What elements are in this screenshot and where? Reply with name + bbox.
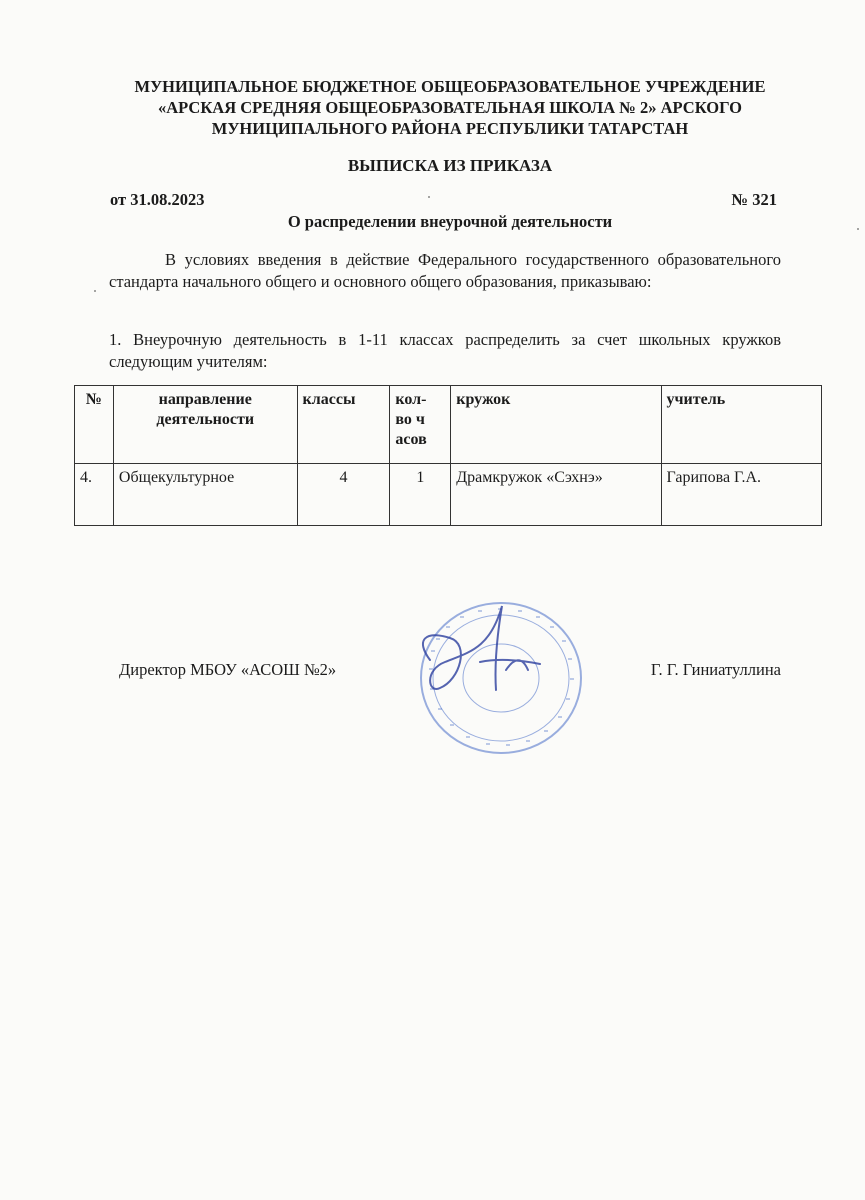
document-title: ВЫПИСКА ИЗ ПРИКАЗА: [347, 156, 553, 175]
signatory-position: Директор МБОУ «АСОШ №2»: [119, 660, 337, 679]
order-date: от 31.08.2023: [110, 190, 205, 209]
org-line-1: МУНИЦИПАЛЬНОЕ БЮДЖЕТНОЕ ОБЩЕОБРАЗОВАТЕЛЬНОЕ УЧРЕЖДЕНИЕ: [134, 77, 766, 96]
table-row: [75, 464, 822, 526]
header-teacher: учитель: [661, 386, 821, 464]
header-club: кружок: [451, 386, 661, 464]
org-line-2: «АРСКАЯ СРЕДНЯЯ ОБЩЕОБРАЗОВАТЕЛЬНАЯ ШКОЛА № 2» АРСКОГО: [157, 98, 743, 117]
order-number: № 321: [731, 190, 777, 209]
scan-speck: [94, 290, 96, 292]
cell-direction: Общекультурное: [113, 464, 297, 526]
activities-table: [74, 385, 822, 526]
scan-speck: [428, 196, 430, 198]
order-subject: О распределении внеурочной деятельности: [287, 212, 613, 231]
director-signature-icon: [410, 600, 560, 710]
header-classes: классы: [297, 386, 390, 464]
body-paragraph-1: В условиях введения в действие Федерального государственного образовательного стандарта начального общего и основного общего образования, приказываю:: [109, 250, 781, 291]
org-line-3: МУНИЦИПАЛЬНОГО РАЙОНА РЕСПУБЛИКИ ТАТАРСТАН: [211, 119, 689, 138]
header-hours-text: кол-во часов: [395, 391, 427, 448]
cell-teacher: Гарипова Г.А.: [661, 464, 821, 526]
scan-speck: [857, 228, 859, 230]
header-direction: направление деятельности: [113, 386, 297, 464]
cell-classes: 4: [297, 464, 390, 526]
body-paragraph-2: 1. Внеурочную деятельность в 1-11 классах распределить за счет школьных кружков следующим учителям:: [109, 330, 781, 371]
cell-num: 4.: [75, 464, 114, 526]
signatory-name: Г. Г. Гиниатуллина: [650, 660, 781, 679]
cell-hours: 1: [390, 464, 451, 526]
header-num: №: [75, 386, 114, 464]
cell-club: Драмкружок «Сэхнэ»: [451, 464, 661, 526]
table-header-row: [75, 386, 822, 464]
organization-header: [100, 76, 800, 139]
header-hours: [390, 386, 451, 464]
